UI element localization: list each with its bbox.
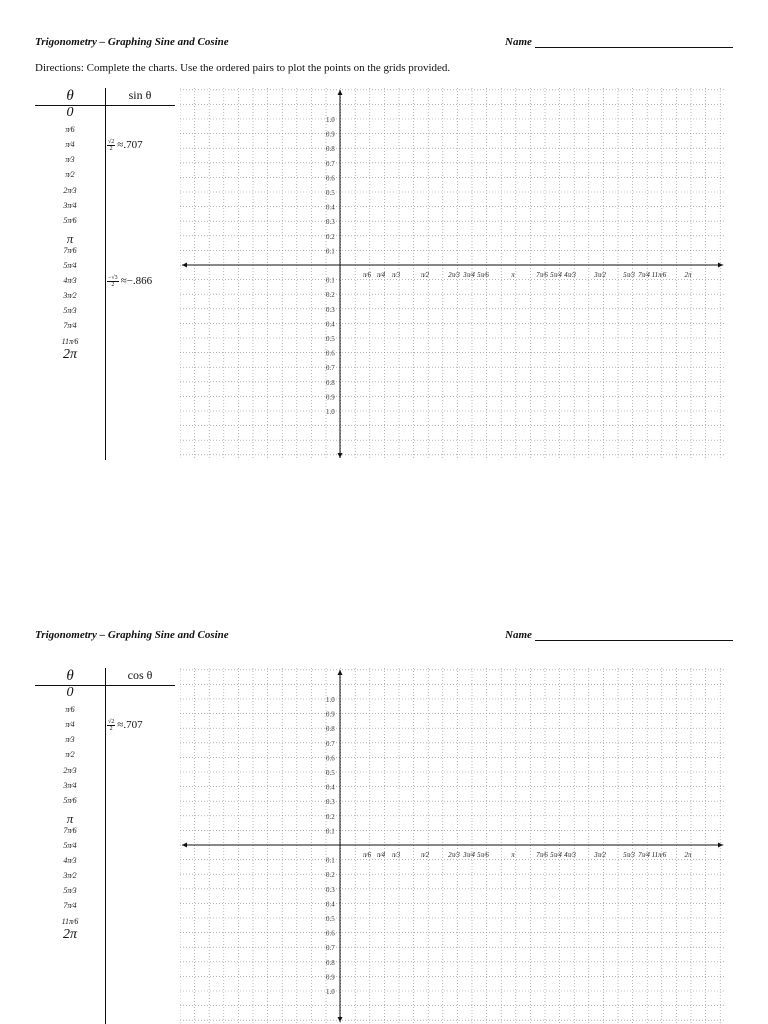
y-tick-label: 0.2 <box>326 291 335 300</box>
table-column-divider <box>105 88 106 460</box>
angle-row-label: 0 <box>66 685 74 700</box>
x-tick-label: 11π⁄6 <box>651 851 667 859</box>
y-tick-label: 0.1 <box>326 247 335 256</box>
angle-row-label: π⁄3 <box>65 155 75 165</box>
worksheet-title: Trigonometry – Graphing Sine and Cosine <box>35 36 229 48</box>
name-field-line[interactable] <box>535 47 733 48</box>
x-tick-label: 3π⁄2 <box>594 271 606 279</box>
x-tick-label: π <box>511 271 515 279</box>
x-tick-label: π⁄4 <box>376 271 386 279</box>
worksheet-header <box>35 629 733 645</box>
angle-row-label: 2π⁄3 <box>63 185 77 195</box>
approximate-value: ≈.707 <box>117 719 143 732</box>
y-tick-label: 0.7 <box>326 159 335 168</box>
angle-row-label: 5π⁄4 <box>63 841 77 850</box>
angle-row-label: 0 <box>66 105 74 120</box>
angle-row-label: 5π⁄6 <box>63 215 77 225</box>
angle-row-label: π <box>66 810 74 826</box>
worksheet-header <box>35 36 733 52</box>
theta-column-header: θ <box>66 88 74 104</box>
angle-row-label: π⁄6 <box>65 125 75 135</box>
fraction-denominator: 2 <box>109 146 113 153</box>
y-tick-label: 0.1 <box>326 276 335 285</box>
y-tick-label: 0.2 <box>326 871 335 880</box>
y-tick-label: 0.9 <box>326 393 335 402</box>
x-tick-label: 5π⁄4 <box>550 851 562 859</box>
angle-row-label: 5π⁄3 <box>63 306 77 316</box>
sine-plot-grid[interactable] <box>180 88 725 460</box>
x-axis-right-arrow <box>718 843 723 848</box>
y-tick-label: 0.4 <box>326 203 335 212</box>
y-tick-label: 1.0 <box>326 696 335 704</box>
name-label: Name <box>505 36 532 48</box>
angle-row-label: π⁄3 <box>65 735 75 745</box>
given-function-value <box>107 719 177 732</box>
y-tick-label: 0.9 <box>326 973 335 982</box>
y-tick-label: 0.5 <box>326 769 335 777</box>
angle-row-label: 2π <box>62 346 77 362</box>
y-tick-label: 0.9 <box>326 130 335 139</box>
x-tick-label: π <box>511 851 515 859</box>
name-field-line[interactable] <box>535 640 733 641</box>
y-tick-label: 0.8 <box>326 725 335 734</box>
y-tick-label: 0.8 <box>326 378 335 387</box>
value-fraction <box>107 139 115 152</box>
theta-column-header: θ <box>66 668 74 684</box>
y-tick-label: 0.4 <box>326 783 335 792</box>
x-tick-label: π⁄4 <box>376 851 386 859</box>
y-tick-label: 0.7 <box>326 364 335 373</box>
approximate-value: ≈.707 <box>117 139 143 152</box>
angle-row-label: 5π⁄4 <box>63 261 77 270</box>
y-tick-label: 0.3 <box>326 885 335 894</box>
y-tick-label: 0.2 <box>326 232 335 241</box>
sine-column-header: sin θ <box>128 88 152 102</box>
angle-row-label: 7π⁄4 <box>63 901 77 911</box>
angle-row-label: 5π⁄6 <box>63 795 77 805</box>
fraction-numerator: √2 <box>108 719 115 726</box>
angle-row-label: 7π⁄6 <box>63 245 77 255</box>
value-fraction <box>107 275 119 288</box>
x-tick-label: 3π⁄4 <box>463 271 475 279</box>
x-tick-label: 7π⁄4 <box>638 271 650 279</box>
y-tick-label: 0.8 <box>326 145 335 154</box>
angle-row-label: π⁄4 <box>65 140 75 150</box>
angle-row-label: 2π⁄3 <box>63 765 77 775</box>
y-tick-label: 0.6 <box>326 929 335 938</box>
sine-value-table <box>35 88 175 460</box>
worksheet-title: Trigonometry – Graphing Sine and Cosine <box>35 629 229 641</box>
x-tick-label: π⁄6 <box>362 271 372 279</box>
x-tick-label: 7π⁄4 <box>638 851 650 859</box>
angle-row-label: 7π⁄6 <box>63 825 77 835</box>
y-tick-label: 0.1 <box>326 856 335 865</box>
x-tick-label: 3π⁄4 <box>463 851 475 859</box>
y-tick-label: 1.0 <box>326 988 335 996</box>
name-label: Name <box>505 629 532 641</box>
x-tick-label: 5π⁄6 <box>477 271 489 279</box>
angle-row-label: π⁄4 <box>65 720 75 730</box>
x-tick-label: 5π⁄3 <box>623 271 635 279</box>
y-tick-label: 0.7 <box>326 739 335 748</box>
directions-text: Directions: Complete the charts. Use the ordered pairs to plot the points on the grids provided. <box>35 62 451 74</box>
y-tick-label: 0.2 <box>326 812 335 821</box>
y-tick-label: 0.5 <box>326 335 335 343</box>
angle-row-label: 3π⁄4 <box>63 200 77 210</box>
cosine-column-header: cos θ <box>127 668 153 682</box>
x-tick-label: 5π⁄3 <box>623 851 635 859</box>
x-tick-label: π⁄3 <box>391 271 401 279</box>
x-tick-label: π⁄2 <box>420 851 430 859</box>
x-tick-label: 11π⁄6 <box>651 271 667 279</box>
cosine-plot-grid[interactable] <box>180 668 725 1024</box>
angle-row-label: 11π⁄6 <box>61 916 79 926</box>
angle-row-label: 11π⁄6 <box>61 336 79 346</box>
y-axis-top-arrow <box>338 670 343 675</box>
y-tick-label: 0.4 <box>326 900 335 909</box>
given-function-value <box>107 275 177 288</box>
y-tick-label: 0.7 <box>326 944 335 953</box>
y-tick-label: 0.5 <box>326 189 335 197</box>
y-tick-label: 0.6 <box>326 174 335 183</box>
x-axis-left-arrow <box>182 263 187 268</box>
angle-row-label: π⁄6 <box>65 705 75 715</box>
y-tick-label: 1.0 <box>326 116 335 124</box>
table-column-divider <box>105 668 106 1024</box>
y-tick-label: 0.3 <box>326 305 335 314</box>
x-tick-label: π⁄3 <box>391 851 401 859</box>
angle-row-label: 7π⁄4 <box>63 321 77 331</box>
x-tick-label: 2π <box>684 271 692 279</box>
y-tick-label: 0.8 <box>326 958 335 967</box>
x-tick-label: π⁄6 <box>362 851 372 859</box>
fraction-denominator: 2 <box>109 726 113 733</box>
x-tick-label: 5π⁄4 <box>550 271 562 279</box>
y-tick-label: 0.4 <box>326 320 335 329</box>
cosine-value-table <box>35 668 175 1024</box>
value-fraction <box>107 719 115 732</box>
x-tick-label: 2π <box>684 851 692 859</box>
y-tick-label: 0.9 <box>326 710 335 719</box>
x-tick-label: 5π⁄6 <box>477 851 489 859</box>
x-tick-label: 3π⁄2 <box>594 851 606 859</box>
x-axis-right-arrow <box>718 263 723 268</box>
angle-row-label: 4π⁄3 <box>63 276 77 286</box>
x-tick-label: 4π⁄3 <box>564 271 576 279</box>
angle-row-label: 3π⁄2 <box>63 871 77 881</box>
angle-row-label: 5π⁄3 <box>63 886 77 896</box>
angle-row-label: π⁄2 <box>65 750 75 760</box>
y-axis-bottom-arrow <box>338 453 343 458</box>
y-axis-top-arrow <box>338 90 343 95</box>
given-function-value <box>107 139 177 152</box>
x-tick-label: 7π⁄6 <box>536 271 548 279</box>
fraction-numerator: √2 <box>108 139 115 146</box>
angle-row-label: 3π⁄2 <box>63 291 77 301</box>
y-tick-label: 0.3 <box>326 218 335 227</box>
x-tick-label: 7π⁄6 <box>536 851 548 859</box>
angle-row-label: π⁄2 <box>65 170 75 180</box>
fraction-numerator: −√3 <box>108 275 118 282</box>
y-tick-label: 0.6 <box>326 349 335 358</box>
approximate-value: ≈−.866 <box>120 275 153 288</box>
fraction-denominator: 2 <box>111 282 115 289</box>
x-tick-label: 4π⁄3 <box>564 851 576 859</box>
angle-row-label: 2π <box>62 926 77 942</box>
x-tick-label: 2π⁄3 <box>448 271 460 279</box>
y-tick-label: 0.5 <box>326 915 335 923</box>
angle-row-label: 4π⁄3 <box>63 856 77 866</box>
y-tick-label: 0.6 <box>326 754 335 763</box>
x-tick-label: π⁄2 <box>420 271 430 279</box>
y-tick-label: 0.3 <box>326 798 335 807</box>
y-tick-label: 1.0 <box>326 408 335 416</box>
y-axis-bottom-arrow <box>338 1017 343 1022</box>
x-axis-left-arrow <box>182 843 187 848</box>
angle-row-label: π <box>66 230 74 246</box>
x-tick-label: 2π⁄3 <box>448 851 460 859</box>
angle-row-label: 3π⁄4 <box>63 780 77 790</box>
y-tick-label: 0.1 <box>326 827 335 836</box>
